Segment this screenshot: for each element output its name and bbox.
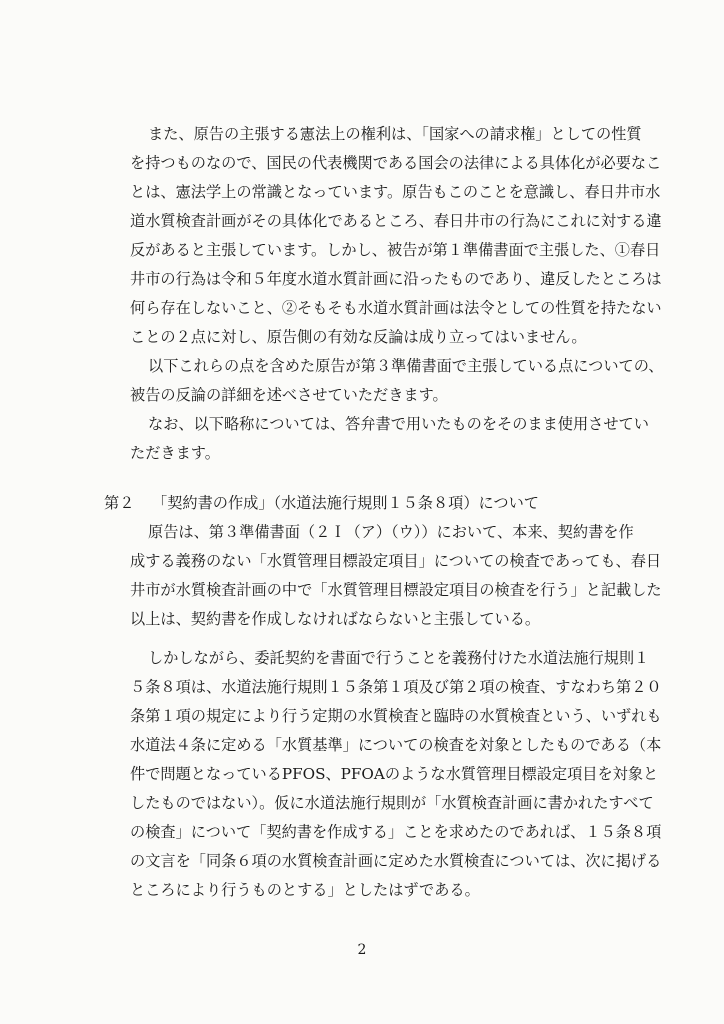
paragraph-5-line-6: したものではない）。仮に水道法施行規則が「水質検査計画に書かれたすべて [130,794,654,812]
paragraph-5-line-1: しかしながら、委託契約を書面で行うことを義務付けた水道法施行規則１ [148,649,650,667]
page-number: 2 [357,942,367,958]
paragraph-1-line-4: 道水質検査計画がその具体化であるところ、春日井市の行為にこれに対する違 [130,212,662,230]
paragraph-5-line-5: 件で問題となっているPFOS、PFOAのような水質管理目標設定項目を対象と [130,765,659,783]
paragraph-3-line-1: なお、以下略称については、答弁書で用いたものをそのまま使用させてい [148,415,649,433]
paragraph-4-line-4: 以上は、契約書を作成しなければならないと主張している。 [130,610,541,628]
paragraph-2-line-1: 以下これらの点を含めた原告が第３準備書面で主張している点についての、 [148,357,664,375]
paragraph-1-line-8: ことの２点に対し、原告側の有効な反論は成り立ってはいません。 [130,328,587,346]
paragraph-1-line-5: 反があると主張しています。しかし、被告が第１準備書面で主張した、①春日 [130,241,661,259]
paragraph-5-line-3: 条第１項の規定により行う定期の水質検査と臨時の水質検査という、いずれも [130,707,662,725]
section-2-number: 第２ [104,494,135,512]
section-2-title: 「契約書の作成」（水道法施行規則１５条８項）について [152,494,539,512]
paragraph-1-line-1: また、原告の主張する憲法上の権利は、「国家への請求権」としての性質 [148,125,642,143]
paragraph-5-line-9: ところにより行うものとする」としたはずである。 [130,881,480,899]
paragraph-5-line-4: 水道法４条に定める「水質基準」についての検査を対象としたものである（本 [130,736,662,754]
paragraph-5-line-8: の文言を「同条６項の水質検査計画に定めた水質検査については、次に掲げる [130,852,662,870]
paragraph-1-line-2: を持つものなので、国民の代表機関である国会の法律による具体化が必要なこ [130,154,662,172]
section-2-heading [104,490,604,516]
paragraph-1-line-6: 井市の行為は令和５年度水道水質計画に沿ったものであり、違反したところは [130,270,662,288]
paragraph-2-line-2: 被告の反論の詳細を述べさせていただきます。 [130,386,448,404]
paragraph-1-line-7: 何ら存在しないこと、②そもそも水道水質計画は法令としての性質を持たない [130,299,662,317]
paragraph-4-line-1: 原告は、第３準備書面（２Ｉ（ア）（ウ））において、本来、契約書を作 [148,523,634,541]
paragraph-5-line-2: ５条８項は、水道法施行規則１５条第１項及び第２項の検査、すなわち第２０ [130,678,662,696]
paragraph-4-line-3: 井市が水質検査計画の中で「水質管理目標設定項目の検査を行う」と記載した [130,581,662,599]
paragraph-4-line-2: 成する義務のない「水質管理目標設定項目」についての検査であっても、春日 [130,552,662,570]
paragraph-3-line-2: ただきます。 [130,444,220,462]
paragraph-5-line-7: の検査」について「契約書を作成する」ことを求めたのであれば、１５条８項 [130,823,662,841]
paragraph-1-line-3: とは、憲法学上の常識となっています。原告もこのことを意識し、春日井市水 [130,183,661,201]
